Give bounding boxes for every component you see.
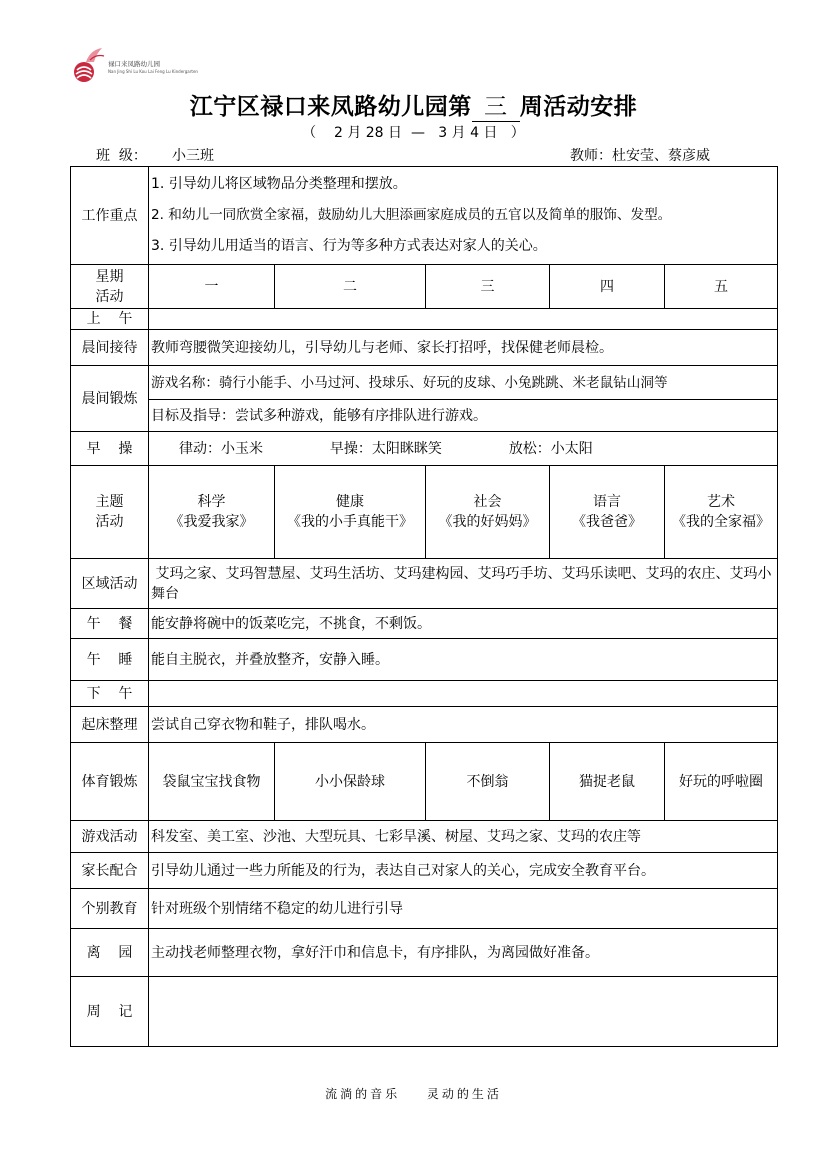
area-row bbox=[71, 559, 778, 609]
drill-exercise: 早操：太阳眯眯笑 bbox=[329, 440, 442, 457]
class-value: 小三班 bbox=[172, 148, 214, 164]
theme-day-5 bbox=[665, 466, 778, 559]
afternoon-blank bbox=[149, 681, 778, 707]
weekday-4: 四 bbox=[550, 265, 665, 309]
theme-day-4 bbox=[550, 466, 665, 559]
nap-row bbox=[71, 639, 778, 681]
weekday-header-row bbox=[71, 265, 778, 309]
weekday-header-label bbox=[71, 265, 149, 309]
leave-row bbox=[71, 929, 778, 977]
theme-day-3 bbox=[426, 466, 550, 559]
arrival-label: 晨间接待 bbox=[71, 330, 149, 366]
drill-rhythm: 律动：小玉米 bbox=[179, 440, 263, 457]
title-suffix: 周活动安排 bbox=[519, 93, 638, 120]
pe-day-5: 好玩的呼啦圈 bbox=[665, 743, 778, 821]
theme-day-1 bbox=[149, 466, 275, 559]
games-row bbox=[71, 821, 778, 853]
theme-title: 《我爱我家》 bbox=[169, 514, 254, 530]
pe-row bbox=[71, 743, 778, 821]
logo-en-text: Nan Jing Shi Lu Kou Lai Feng Lu Kindergarten bbox=[108, 69, 198, 74]
theme-day-2 bbox=[275, 466, 426, 559]
theme-label-line2: 活动 bbox=[95, 514, 124, 530]
notes-text bbox=[149, 977, 778, 1047]
wakeup-label: 起床整理 bbox=[71, 707, 149, 743]
teacher-info: 教师：杜安莹、蔡彦威 bbox=[570, 148, 710, 164]
theme-title: 《我的全家福》 bbox=[672, 514, 771, 530]
parents-text: 引导幼儿通过一些力所能及的行为，表达自己对家人的关心，完成安全教育平台。 bbox=[149, 853, 778, 889]
pe-day-4: 猫捉老鼠 bbox=[550, 743, 665, 821]
weekday-2: 二 bbox=[275, 265, 426, 309]
nap-text: 能自主脱衣，并叠放整齐，安静入睡。 bbox=[149, 639, 778, 681]
focus-item-1: 1. 引导幼儿将区域物品分类整理和摆放。 bbox=[151, 176, 407, 192]
morning-exercise-row-1 bbox=[71, 366, 778, 400]
morning-drill-label: 早 操 bbox=[71, 432, 149, 466]
parents-label: 家长配合 bbox=[71, 853, 149, 889]
morning-label: 上 午 bbox=[71, 309, 149, 330]
theme-label bbox=[71, 466, 149, 559]
morning-drill-row bbox=[71, 432, 778, 466]
kindergarten-logo bbox=[72, 44, 198, 90]
arrival-row bbox=[71, 330, 778, 366]
pe-day-2: 小小保龄球 bbox=[275, 743, 426, 821]
page-title bbox=[0, 88, 827, 122]
afternoon-label: 下 午 bbox=[71, 681, 149, 707]
morning-drill-content bbox=[149, 432, 778, 466]
morning-exercise-games: 游戏名称：骑行小能手、小马过河、投球乐、好玩的皮球、小兔跳跳、米老鼠钻山洞等 bbox=[149, 366, 778, 400]
week-number: 三 bbox=[472, 88, 520, 122]
wakeup-row bbox=[71, 707, 778, 743]
leave-text: 主动找老师整理衣物，拿好汗巾和信息卡，有序排队，为离园做好准备。 bbox=[149, 929, 778, 977]
leave-label: 离 园 bbox=[71, 929, 149, 977]
theme-title: 《我爸爸》 bbox=[572, 514, 642, 530]
lunch-row bbox=[71, 609, 778, 639]
afternoon-section-row bbox=[71, 681, 778, 707]
focus-item-3: 3. 引导幼儿用适当的语言、行为等多种方式表达对家人的关心。 bbox=[151, 238, 547, 254]
nap-label: 午 睡 bbox=[71, 639, 149, 681]
morning-exercise-goal: 目标及指导：尝试多种游戏，能够有序排队进行游戏。 bbox=[149, 400, 778, 432]
class-label: 班 级： bbox=[96, 148, 147, 164]
theme-subject: 科学 bbox=[197, 494, 226, 510]
focus-item-2: 2. 和幼儿一同欣赏全家福，鼓励幼儿大胆添画家庭成员的五官以及简单的服饰、发型。 bbox=[151, 207, 672, 223]
morning-section-row bbox=[71, 309, 778, 330]
area-text: 艾玛之家、艾玛智慧屋、艾玛生活坊、艾玛建构园、艾玛巧手坊、艾玛乐读吧、艾玛的农庄、艾玛小舞台 bbox=[149, 559, 778, 609]
theme-subject: 艺术 bbox=[707, 494, 736, 510]
date-range: （ 2 月 28 日 — 3 月 4 日 ） bbox=[302, 125, 525, 141]
lunch-label: 午 餐 bbox=[71, 609, 149, 639]
theme-title: 《我的好妈妈》 bbox=[438, 514, 537, 530]
schedule-table bbox=[70, 166, 778, 1047]
title-prefix: 江宁区禄口来凤路幼儿园第 bbox=[189, 93, 472, 120]
weekday-1: 一 bbox=[149, 265, 275, 309]
notes-row bbox=[71, 977, 778, 1047]
logo-mark-icon bbox=[72, 44, 106, 86]
morning-exercise-row-2 bbox=[71, 400, 778, 432]
weekday-3: 三 bbox=[426, 265, 550, 309]
footer-slogan-left: 流淌的音乐 bbox=[325, 1087, 401, 1101]
theme-title: 《我的小手真能干》 bbox=[287, 514, 413, 530]
individual-label: 个别教育 bbox=[71, 889, 149, 929]
pe-day-1: 袋鼠宝宝找食物 bbox=[149, 743, 275, 821]
focus-label: 工作重点 bbox=[71, 167, 149, 265]
footer-slogan bbox=[0, 1085, 827, 1102]
lunch-text: 能安静将碗中的饭菜吃完，不挑食，不剩饭。 bbox=[149, 609, 778, 639]
area-label: 区域活动 bbox=[71, 559, 149, 609]
parents-row bbox=[71, 853, 778, 889]
games-text: 科发室、美工室、沙池、大型玩具、七彩旱溪、树屋、艾玛之家、艾玛的农庄等 bbox=[149, 821, 778, 853]
theme-row bbox=[71, 466, 778, 559]
drill-relax: 放松：小太阳 bbox=[508, 440, 593, 457]
weekday-5: 五 bbox=[665, 265, 778, 309]
wakeup-text: 尝试自己穿衣物和鞋子，排队喝水。 bbox=[149, 707, 778, 743]
games-label: 游戏活动 bbox=[71, 821, 149, 853]
individual-row bbox=[71, 889, 778, 929]
pe-day-3: 不倒翁 bbox=[426, 743, 550, 821]
focus-content bbox=[149, 167, 778, 265]
weekday-header-line1: 星期 bbox=[95, 268, 124, 285]
theme-label-line1: 主题 bbox=[95, 494, 124, 510]
pe-label: 体育锻炼 bbox=[71, 743, 149, 821]
theme-subject: 社会 bbox=[473, 494, 502, 510]
weekday-header-line2: 活动 bbox=[95, 288, 124, 305]
notes-label: 周 记 bbox=[71, 977, 149, 1047]
arrival-text: 教师弯腰微笑迎接幼儿，引导幼儿与老师、家长打招呼，找保健老师晨检。 bbox=[149, 330, 778, 366]
morning-blank bbox=[149, 309, 778, 330]
morning-exercise-label: 晨间锻炼 bbox=[71, 366, 149, 432]
footer-slogan-right: 灵动的生活 bbox=[426, 1087, 502, 1101]
theme-subject: 健康 bbox=[336, 494, 364, 510]
focus-row bbox=[71, 167, 778, 265]
individual-text: 针对班级个别情绪不稳定的幼儿进行引导 bbox=[149, 889, 778, 929]
theme-subject: 语言 bbox=[593, 494, 621, 510]
logo-cn-text: 禄口来凤路幼儿园 bbox=[108, 60, 160, 68]
